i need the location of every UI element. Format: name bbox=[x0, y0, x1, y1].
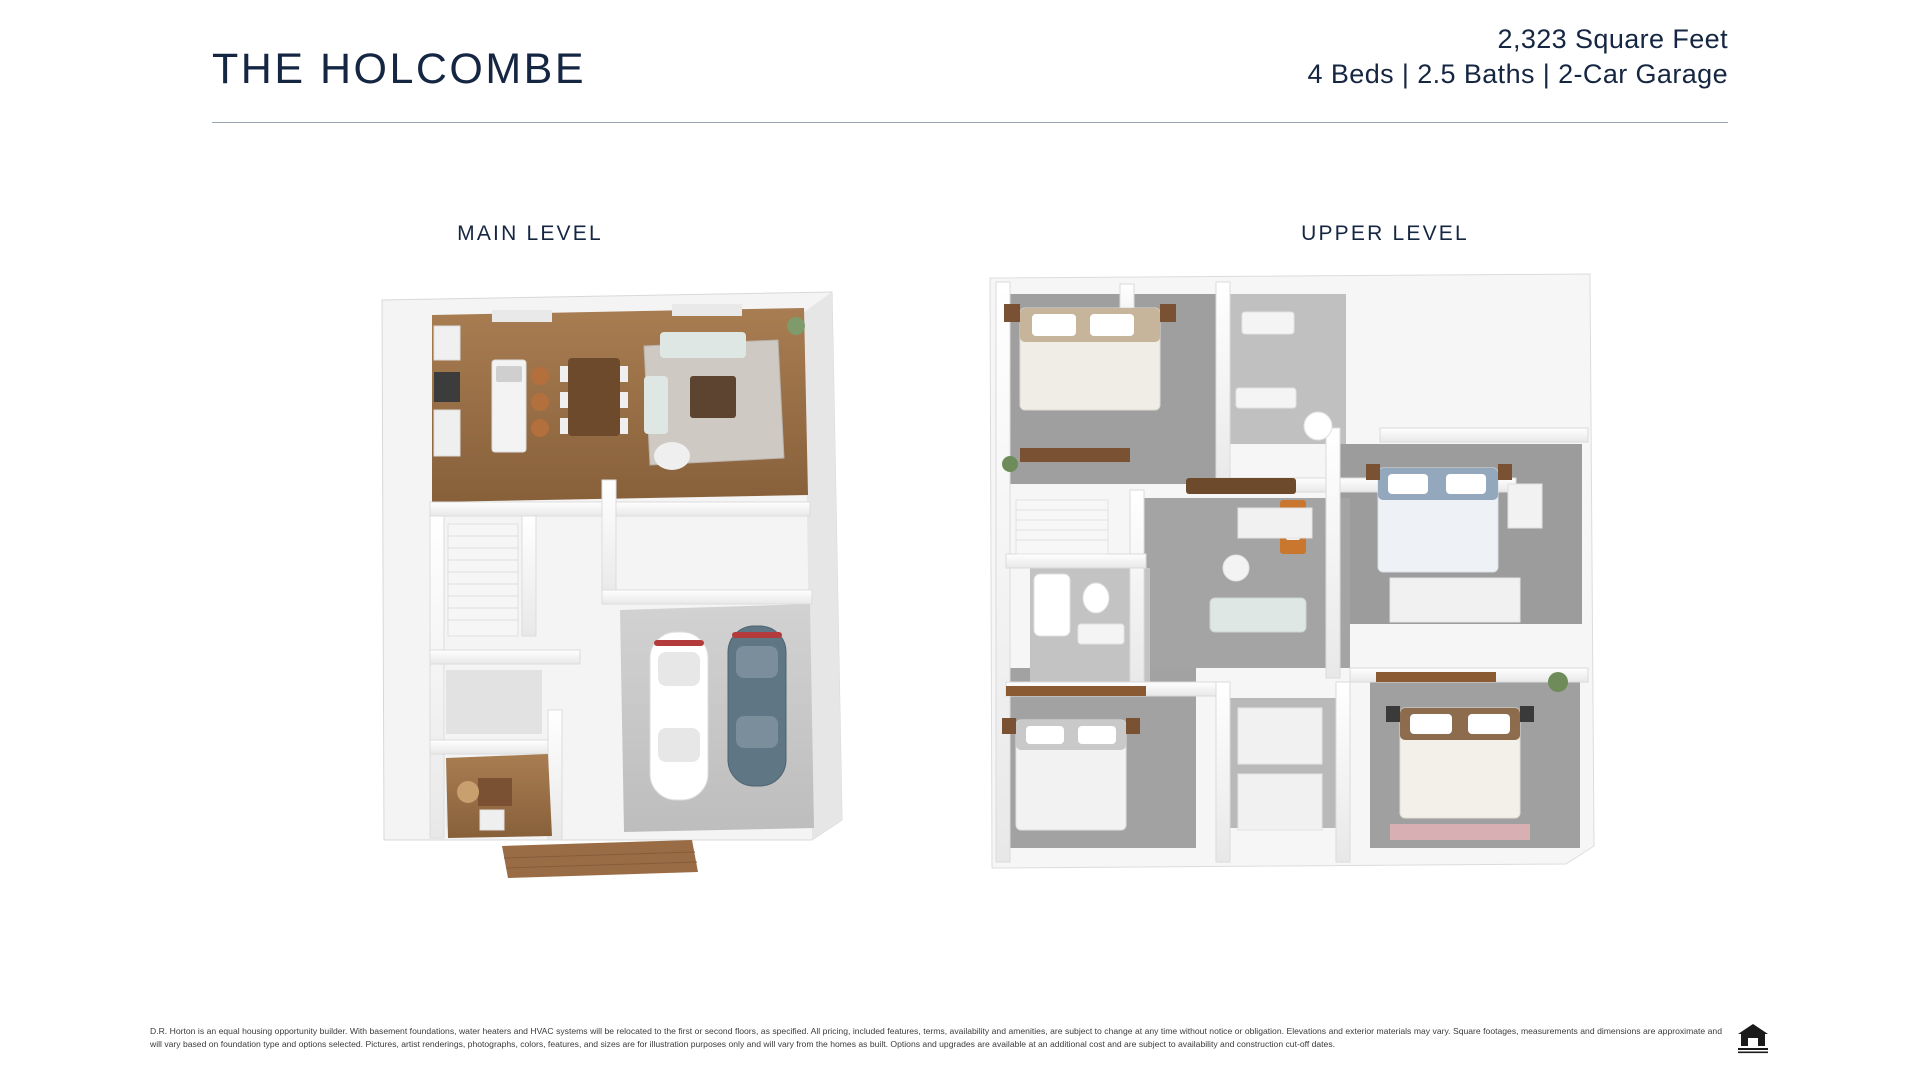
bed-bath-garage: 4 Beds | 2.5 Baths | 2-Car Garage bbox=[1307, 58, 1728, 89]
main-level-floorplan-image bbox=[372, 280, 952, 980]
coffee-table bbox=[690, 376, 736, 418]
cabinet bbox=[480, 810, 504, 830]
header bbox=[212, 22, 1728, 101]
loveseat bbox=[644, 376, 668, 434]
upper-level-stairs bbox=[1016, 500, 1108, 554]
powder-room-floor bbox=[446, 670, 542, 734]
plant bbox=[787, 317, 805, 335]
page-title: THE HOLCOMBE bbox=[212, 45, 587, 94]
header-divider bbox=[212, 122, 1728, 123]
footer bbox=[150, 1020, 1770, 1056]
front-porch bbox=[502, 840, 698, 878]
main-level-stairs bbox=[448, 524, 518, 636]
upper-cabinets bbox=[434, 410, 460, 456]
desk-chair bbox=[457, 781, 479, 803]
equal-housing-opportunity-icon bbox=[1736, 1020, 1770, 1056]
plan-specs bbox=[1308, 22, 1728, 91]
dining-table bbox=[568, 358, 620, 436]
desk bbox=[478, 778, 512, 806]
car-white bbox=[650, 632, 708, 800]
upper-level-floorplan-image bbox=[980, 268, 1600, 988]
legal-disclaimer: D.R. Horton is an equal housing opportunity builder. With basement foundations, water heaters and HVAC systems will be relocated to the first or second floors, as specified. All pricing, included features, terms, availability and amenities, are subject to change at any time without notice or obligation. Elevations and exterior materials may vary. Square footages, measurements and dimensions are approximate and will vary based on foundation type and options selected. Pictures, artist renderings, photographs, colors, features, and sizes are for illustration purposes only and will vary from the homes as built. Options and upgrades are available at an additional cost and are subject to availability and construction cut-off dates. bbox=[150, 1025, 1722, 1049]
range bbox=[434, 372, 460, 402]
main-level-label: MAIN LEVEL bbox=[457, 222, 603, 245]
ottoman bbox=[654, 442, 690, 470]
refrigerator bbox=[434, 326, 460, 360]
car-blue bbox=[728, 626, 786, 786]
sofa bbox=[660, 332, 746, 358]
upper-level-label: UPPER LEVEL bbox=[1301, 222, 1469, 245]
square-footage: 2,323 Square Feet bbox=[1497, 24, 1728, 54]
